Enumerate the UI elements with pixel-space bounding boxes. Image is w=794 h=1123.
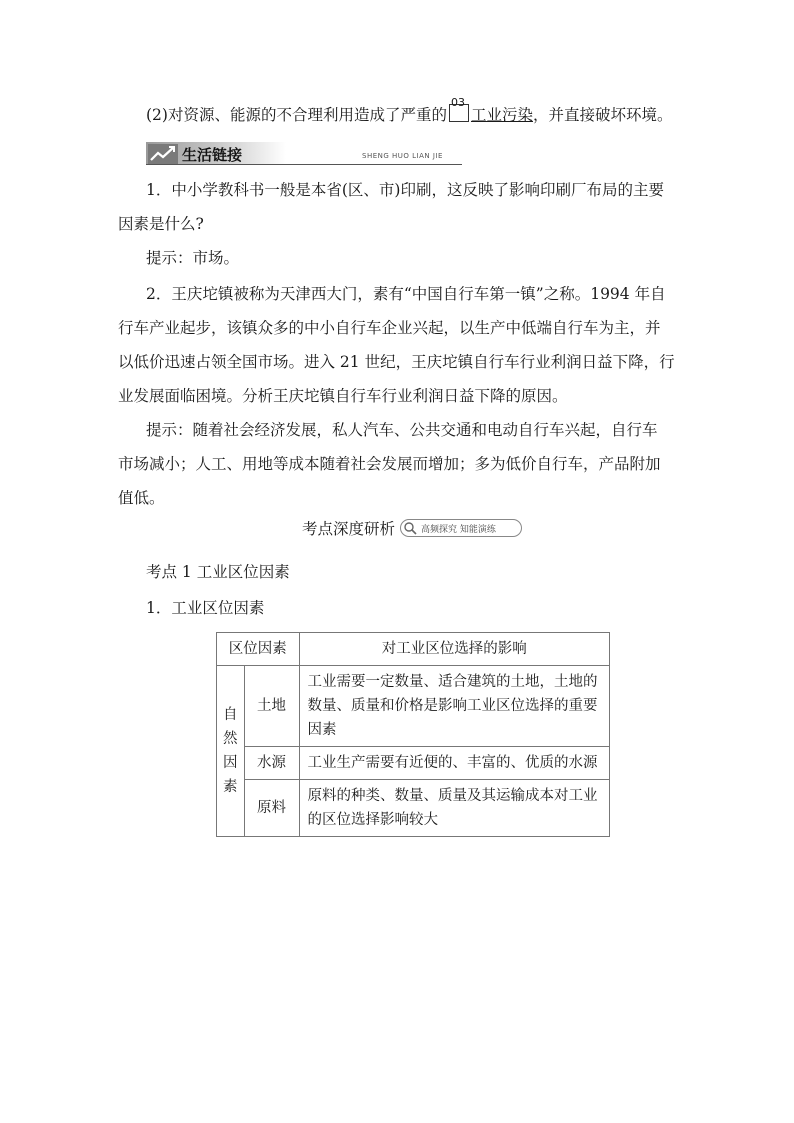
table-row	[217, 666, 610, 747]
deep-study-title: 考点深度研析	[302, 520, 396, 538]
question-2-hint-line-2: 市场减小；人工、用地等成本随着社会发展而增加；多为低价自行车，产品附加	[118, 455, 661, 473]
factor-effect: 工业生产需要有近便的、丰富的、优质的水源	[299, 747, 610, 780]
question-2-hint-line-1: 提示：随着社会经济发展，私人汽车、公共交通和电动自行车兴起，自行车	[146, 421, 658, 439]
question-2-hint-line-3: 值低。	[118, 489, 165, 507]
factor-effect: 原料的种类、数量、质量及其运输成本对工业的区位选择影响较大	[299, 780, 610, 837]
blank-number: 03	[450, 96, 465, 109]
question-2-line-2: 行车产业起步，该镇众多的中小自行车企业兴起，以生产中低端自行车为主，并	[118, 319, 661, 337]
trend-chart-icon	[148, 144, 178, 164]
blank-answer: 工业污染	[470, 106, 533, 124]
section-title: 生活链接	[182, 146, 243, 164]
header-effect: 对工业区位选择的影响	[299, 633, 610, 666]
factor-name: 原料	[244, 780, 299, 837]
deep-study-badge	[400, 519, 522, 537]
table-row	[217, 780, 610, 837]
deep-study-badge-text: 高频探究 知能演练	[421, 525, 496, 535]
group-natural-factors: 自然因素	[217, 666, 245, 837]
kaodian-1-heading: 考点 1 工业区位因素	[146, 563, 290, 581]
table-header-row	[217, 633, 610, 666]
kaodian-1-subheading: 1．工业区位因素	[146, 599, 265, 617]
factor-name: 水源	[244, 747, 299, 780]
section-subtitle: SHENG HUO LIAN JIE	[362, 152, 443, 160]
factor-effect: 工业需要一定数量、适合建筑的土地，土地的数量、质量和价格是影响工业区位选择的重要因素	[299, 666, 610, 747]
answer-blank-box	[449, 96, 469, 122]
factor-name: 土地	[244, 666, 299, 747]
question-1-hint: 提示：市场。	[146, 249, 240, 267]
paragraph-resource-pollution	[146, 96, 673, 125]
paragraph-prefix: (2)对资源、能源的不合理利用造成了严重的	[146, 106, 447, 124]
question-1-line-2: 因素是什么?	[118, 215, 204, 233]
location-factors-table	[216, 632, 610, 837]
question-2-line-3: 以低价迅速占领全国市场。进入 21 世纪，王庆坨镇自行车行业利润日益下降，行	[118, 353, 675, 371]
question-2-line-4: 业发展面临困境。分析王庆坨镇自行车行业利润日益下降的原因。	[118, 387, 568, 405]
table-row	[217, 747, 610, 780]
question-1-line-1: 1．中小学教科书一般是本省(区、市)印刷，这反映了影响印刷厂布局的主要	[146, 181, 664, 199]
question-2-line-1: 2．王庆坨镇被称为天津西大门，素有“中国自行车第一镇”之称。1994 年自	[146, 285, 666, 303]
section-header-life-link	[146, 142, 462, 166]
paragraph-suffix: ，并直接破坏环境。	[532, 106, 673, 124]
header-factor: 区位因素	[217, 633, 300, 666]
magnifier-icon	[403, 521, 417, 535]
